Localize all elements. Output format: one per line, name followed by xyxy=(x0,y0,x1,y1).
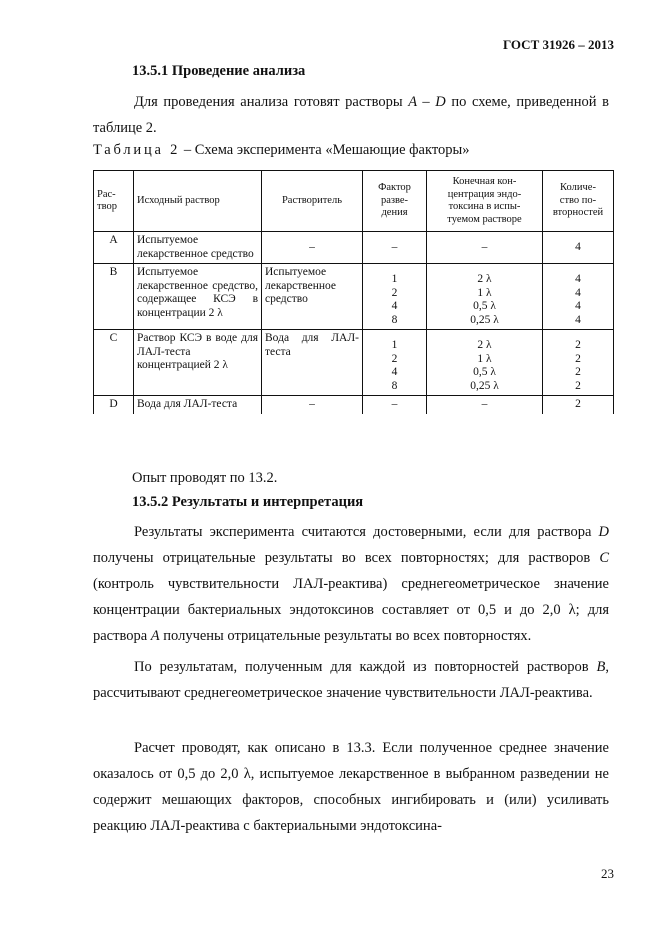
value: 2 xyxy=(575,379,581,392)
source-cell: Испытуемое лекарственное средство, содержащее КСЭ в концентрации 2 λ xyxy=(134,264,262,330)
solvent-cell: Вода для ЛАЛ-теста xyxy=(262,330,363,396)
value: 2 λ xyxy=(477,339,492,351)
italic-run: A – D xyxy=(408,94,446,110)
value: – xyxy=(481,398,488,410)
standard-header: ГОСТ 31926 – 2013 xyxy=(502,37,614,52)
replicates-cell-values xyxy=(546,332,610,393)
source-cell: Вода для ЛАЛ-теста xyxy=(134,396,262,414)
table-row xyxy=(94,264,614,330)
text-run: Для проведения анализа готовят растворы xyxy=(134,94,409,110)
text-run: , рассчитывают среднегеометрическое значение чувствительности ЛАЛ-реактива. xyxy=(93,659,609,701)
results-paragraph xyxy=(93,519,609,649)
value: 4 xyxy=(391,300,398,312)
concentration-cell-values xyxy=(430,266,539,327)
source-cell: Раствор КСЭ в воде для ЛАЛ-теста концентрацией 2 λ xyxy=(134,330,262,396)
value: 2 xyxy=(575,352,581,365)
table-row xyxy=(94,396,614,414)
text-run: Результаты эксперимента считаются достоверными, если для раствора xyxy=(134,524,599,540)
replicates-cell-values xyxy=(546,241,610,255)
solvent-cell: – xyxy=(262,232,363,264)
factor-cell xyxy=(363,264,427,330)
factor-cell-values xyxy=(366,241,423,255)
factor-cell-values xyxy=(366,332,423,393)
value: 2 λ xyxy=(477,273,492,285)
value: 1 λ xyxy=(477,286,492,299)
table-header-row xyxy=(94,171,614,232)
replicates-cell-values xyxy=(546,266,610,327)
table-row xyxy=(94,232,614,264)
value: 0,5 λ xyxy=(473,300,496,312)
value: 2 xyxy=(391,352,398,365)
factor-cell-values xyxy=(366,266,423,327)
solution-cell: A xyxy=(94,232,134,264)
header-cell: Фактор разве- дения xyxy=(363,171,427,232)
value: 8 xyxy=(391,313,398,326)
replicates-cell-values xyxy=(546,398,610,412)
value: – xyxy=(481,240,488,253)
text-run: получены отрицательные результаты во всех повторностях; для растворов xyxy=(93,550,600,566)
value: 2 xyxy=(391,286,398,299)
value: 1 λ xyxy=(477,352,492,365)
header-cell: Количе- ство по- вторностей xyxy=(543,171,614,232)
value: 1 xyxy=(391,339,398,351)
experiment-scheme-table xyxy=(93,170,613,414)
header-cell: Растворитель xyxy=(262,171,363,232)
value: 4 xyxy=(391,366,398,378)
section-title-analysis: 13.5.1 Проведение анализа xyxy=(132,63,306,79)
table-caption-text: – Схема эксперимента «Мешающие факторы» xyxy=(180,142,470,158)
value: 4 xyxy=(575,286,581,299)
text-run: По результатам, полученным для каждой из повторностей растворов xyxy=(134,659,597,675)
value: 0,5 λ xyxy=(473,366,496,378)
value: 4 xyxy=(575,273,581,285)
solution-cell: D xyxy=(94,396,134,414)
concentration-cell xyxy=(427,264,543,330)
text-run: получены отрицательные результаты во всех повторностях. xyxy=(159,628,532,644)
italic-run: C xyxy=(599,550,609,566)
value: 4 xyxy=(575,240,581,253)
solution-cell: C xyxy=(94,330,134,396)
factor-cell-values xyxy=(366,398,423,412)
section-title-results: 13.5.2 Результаты и интерпретация xyxy=(132,494,364,510)
italic-run: A xyxy=(150,628,160,644)
table-row xyxy=(94,330,614,396)
factor-cell xyxy=(363,330,427,396)
concentration-cell xyxy=(427,396,543,414)
concentration-cell-values xyxy=(430,398,539,412)
value: 4 xyxy=(575,313,581,326)
factor-cell xyxy=(363,232,427,264)
header-cell: Рас- твор xyxy=(94,171,134,232)
italic-run: D xyxy=(598,524,609,540)
header-cell: Исходный раствор xyxy=(134,171,262,232)
value: – xyxy=(391,240,398,253)
value: 2 xyxy=(575,339,581,351)
value: 1 xyxy=(391,273,398,285)
value: 4 xyxy=(575,300,581,312)
page-number: 23 xyxy=(601,866,614,881)
header-cell: Конечная кон- центрация эндо- токсина в испы- туемом растворе xyxy=(427,171,543,232)
concentration-cell xyxy=(427,232,543,264)
replicates-cell xyxy=(543,330,614,396)
value: 2 xyxy=(575,398,581,410)
solution-cell: B xyxy=(94,264,134,330)
factor-cell xyxy=(363,396,427,414)
value: – xyxy=(391,398,398,410)
solvent-cell: – xyxy=(262,396,363,414)
text-run: по схеме, приведенной в таблице 2. xyxy=(93,94,609,136)
replicates-cell xyxy=(543,232,614,264)
value: 0,25 λ xyxy=(470,313,499,326)
source-cell: Испытуемое лекарственное средство xyxy=(134,232,262,264)
replicates-cell xyxy=(543,396,614,414)
solvent-cell: Испытуемое лекарственное средство xyxy=(262,264,363,330)
concentration-cell xyxy=(427,330,543,396)
value: 0,25 λ xyxy=(470,379,499,392)
italic-run: B xyxy=(596,659,606,675)
text-run: Расчет проводят, как описано в 13.3. Если полученное среднее значение оказалось от 0,5 до 2,0 λ, испытуемое лекарственное в выбранном разведении не содержит мешающих факторов, способных ингибировать и (или) усиливать реакцию ЛАЛ-реактива с бактериальными эндотоксина- xyxy=(93,740,609,834)
sensitivity-paragraph xyxy=(93,654,609,706)
replicates-cell xyxy=(543,264,614,330)
intro-paragraph xyxy=(93,89,609,141)
calculation-paragraph xyxy=(93,735,609,839)
concentration-cell-values xyxy=(430,241,539,255)
concentration-cell-values xyxy=(430,332,539,393)
table-caption xyxy=(93,142,469,159)
value: 8 xyxy=(391,379,398,392)
table-caption-label: Таблица 2 xyxy=(93,142,181,158)
value: 2 xyxy=(575,366,581,378)
experiment-note: Опыт проводят по 13.2. xyxy=(132,470,278,486)
text-run: (контроль чувствительности ЛАЛ-реактива) среднегеометрическое значение концентрации бактериальных эндотоксинов составляет от 0,5 и до 2,0 λ; для раствора xyxy=(93,576,609,644)
